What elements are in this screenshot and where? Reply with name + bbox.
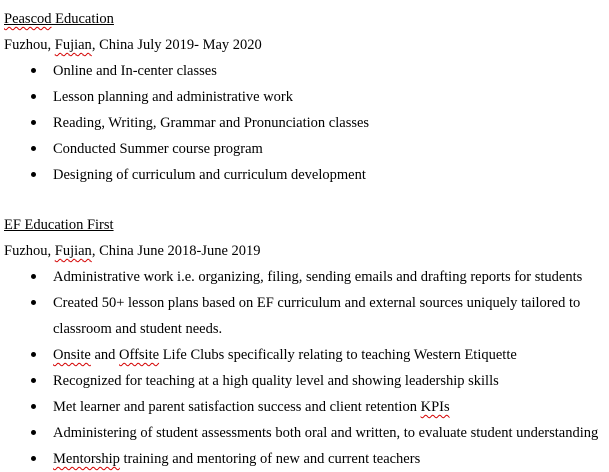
bullet-icon: [31, 146, 36, 151]
bullet-icon: [31, 274, 36, 279]
list-item: Lesson planning and administrative work: [4, 84, 609, 110]
spellcheck-word: Fujian: [54, 37, 92, 53]
list-item: Conducted Summer course program: [4, 136, 609, 162]
list-item: Mentorship training and mentoring of new and current teachers: [4, 446, 609, 472]
spellcheck-word: Offsite: [119, 347, 160, 363]
bullet-icon: [31, 378, 36, 383]
list-item: Onsite and Offsite Life Clubs specifically relating to teaching Western Etiquette: [4, 342, 609, 368]
job-entry-ef: [4, 212, 609, 472]
duty-list: [4, 58, 609, 188]
spellcheck-word: Mentorship: [53, 451, 120, 467]
list-item: Online and In-center classes: [4, 58, 609, 84]
organization-name: EF Education First: [4, 217, 114, 233]
spellcheck-word: Peascod: [4, 11, 52, 27]
job-location-dates: Fuzhou, Fujian, China July 2019- May 2020: [4, 37, 262, 53]
list-item: Administering of student assessments both oral and written, to evaluate student understanding: [4, 420, 609, 446]
organization-name: Peascod Education: [4, 11, 114, 27]
bullet-icon: [31, 352, 36, 357]
bullet-icon: [31, 172, 36, 177]
bullet-icon: [31, 430, 36, 435]
list-item: Designing of curriculum and curriculum development: [4, 162, 609, 188]
list-item: Reading, Writing, Grammar and Pronunciation classes: [4, 110, 609, 136]
bullet-icon: [31, 120, 36, 125]
spellcheck-word: Onsite: [53, 347, 91, 363]
spellcheck-word: Fujian: [54, 243, 92, 259]
job-location-dates: Fuzhou, Fujian, China June 2018-June 2019: [4, 243, 261, 259]
spellcheck-word: KPIs: [420, 399, 450, 415]
bullet-icon: [31, 404, 36, 409]
list-item: Recognized for teaching at a high quality level and showing leadership skills: [4, 368, 609, 394]
list-item: Met learner and parent satisfaction success and client retention KPIs: [4, 394, 609, 420]
bullet-icon: [31, 94, 36, 99]
bullet-icon: [31, 68, 36, 73]
bullet-icon: [31, 456, 36, 461]
job-entry-peascod: [4, 6, 609, 188]
list-item: Administrative work i.e. organizing, filing, sending emails and drafting reports for students: [4, 264, 609, 290]
duty-list: [4, 264, 609, 472]
list-item: Created 50+ lesson plans based on EF curriculum and external sources uniquely tailored to classroom and student needs.: [4, 290, 609, 342]
bullet-icon: [31, 300, 36, 305]
